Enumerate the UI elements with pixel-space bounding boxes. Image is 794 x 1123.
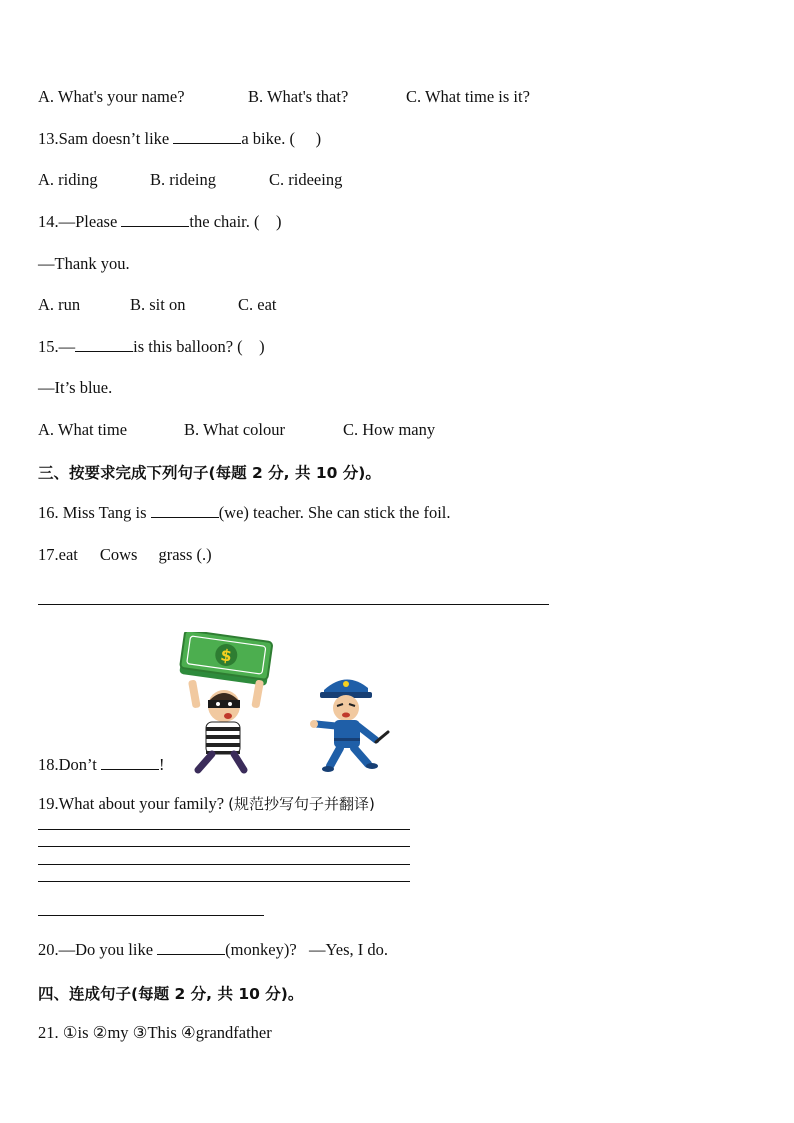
- q15-text-after: is this balloon? ( ): [133, 337, 265, 356]
- question-20: [38, 940, 388, 960]
- money-stack-icon: [179, 632, 272, 686]
- q15-option-b: B. What colour: [184, 420, 285, 439]
- q19-writing-line-1[interactable]: [38, 829, 410, 830]
- q14-option-b: B. sit on: [130, 295, 186, 314]
- q16-blank[interactable]: [151, 503, 219, 518]
- q13-text-before: 13.Sam doesn’t like: [38, 129, 174, 148]
- q19-writing-line-4[interactable]: [38, 881, 410, 882]
- thief-illustration: [176, 632, 278, 774]
- q14-option-c: C. eat: [238, 295, 277, 314]
- q14-blank[interactable]: [121, 212, 189, 227]
- section-4-heading: 四、连成句子(每题 2 分, 共 10 分)。: [38, 985, 304, 1003]
- q16-text-before: 16. Miss Tang is: [38, 503, 151, 522]
- q20-text-after: (monkey)? —Yes, I do.: [225, 940, 389, 959]
- question-21: 21. ①is ②my ③This ④grandfather: [38, 1023, 272, 1042]
- question-15: [38, 337, 265, 357]
- q15-text-before: 15.—: [38, 337, 76, 356]
- q20-text-before: 20.—Do you like: [38, 940, 158, 959]
- q15-reply: —It’s blue.: [38, 378, 113, 397]
- q17-word-grass: grass (.): [158, 545, 212, 564]
- q14-text-before: 14.—Please: [38, 212, 122, 231]
- q14-option-a: A. run: [38, 295, 81, 314]
- q13-text-after: a bike. ( ): [241, 129, 322, 148]
- q17-number-word: 17.eat: [38, 545, 78, 564]
- question-13: [38, 129, 321, 149]
- question-14: [38, 212, 282, 232]
- q18-text-after: !: [158, 755, 165, 774]
- q13-options: [38, 170, 342, 190]
- section-3-heading: 三、按要求完成下列句子(每题 2 分, 共 10 分)。: [38, 464, 381, 482]
- q13-blank[interactable]: [173, 129, 241, 144]
- question-16: [38, 503, 451, 523]
- police-illustration: [310, 670, 394, 774]
- q19-writing-line-3[interactable]: [38, 864, 410, 865]
- q12-options: [38, 87, 530, 107]
- q15-option-c: C. How many: [343, 420, 436, 439]
- q12-option-c: C. What time is it?: [406, 87, 530, 106]
- q19-instruction: (规范抄写句子并翻译): [228, 795, 375, 813]
- q12-option-a: A. What's your name?: [38, 87, 185, 106]
- q19-writing-line-2[interactable]: [38, 846, 410, 847]
- q17-answer-line[interactable]: [38, 604, 549, 605]
- q19-translation-line[interactable]: [38, 915, 264, 916]
- q14-reply: —Thank you.: [38, 254, 130, 273]
- svg-text:$: $: [219, 645, 234, 666]
- q14-text-after: the chair. ( ): [189, 212, 282, 231]
- q16-text-after: (we) teacher. She can stick the foil.: [218, 503, 451, 522]
- q18-blank[interactable]: [101, 755, 159, 770]
- q14-options: [38, 295, 277, 315]
- question-19: [38, 793, 375, 814]
- q20-blank[interactable]: [157, 940, 225, 955]
- q15-options: [38, 420, 435, 440]
- q19-sentence: 19.What about your family?: [38, 794, 229, 813]
- question-18: [38, 755, 164, 775]
- q12-option-b: B. What's that?: [248, 87, 349, 106]
- q15-blank[interactable]: [75, 337, 133, 352]
- q13-option-a: A. riding: [38, 170, 98, 189]
- q18-text-before: 18.Don’t: [38, 755, 101, 774]
- q13-option-c: C. rideeing: [269, 170, 343, 189]
- q15-option-a: A. What time: [38, 420, 128, 439]
- question-17: [38, 545, 212, 565]
- q17-word-cows: Cows: [99, 545, 138, 564]
- q13-option-b: B. rideing: [150, 170, 216, 189]
